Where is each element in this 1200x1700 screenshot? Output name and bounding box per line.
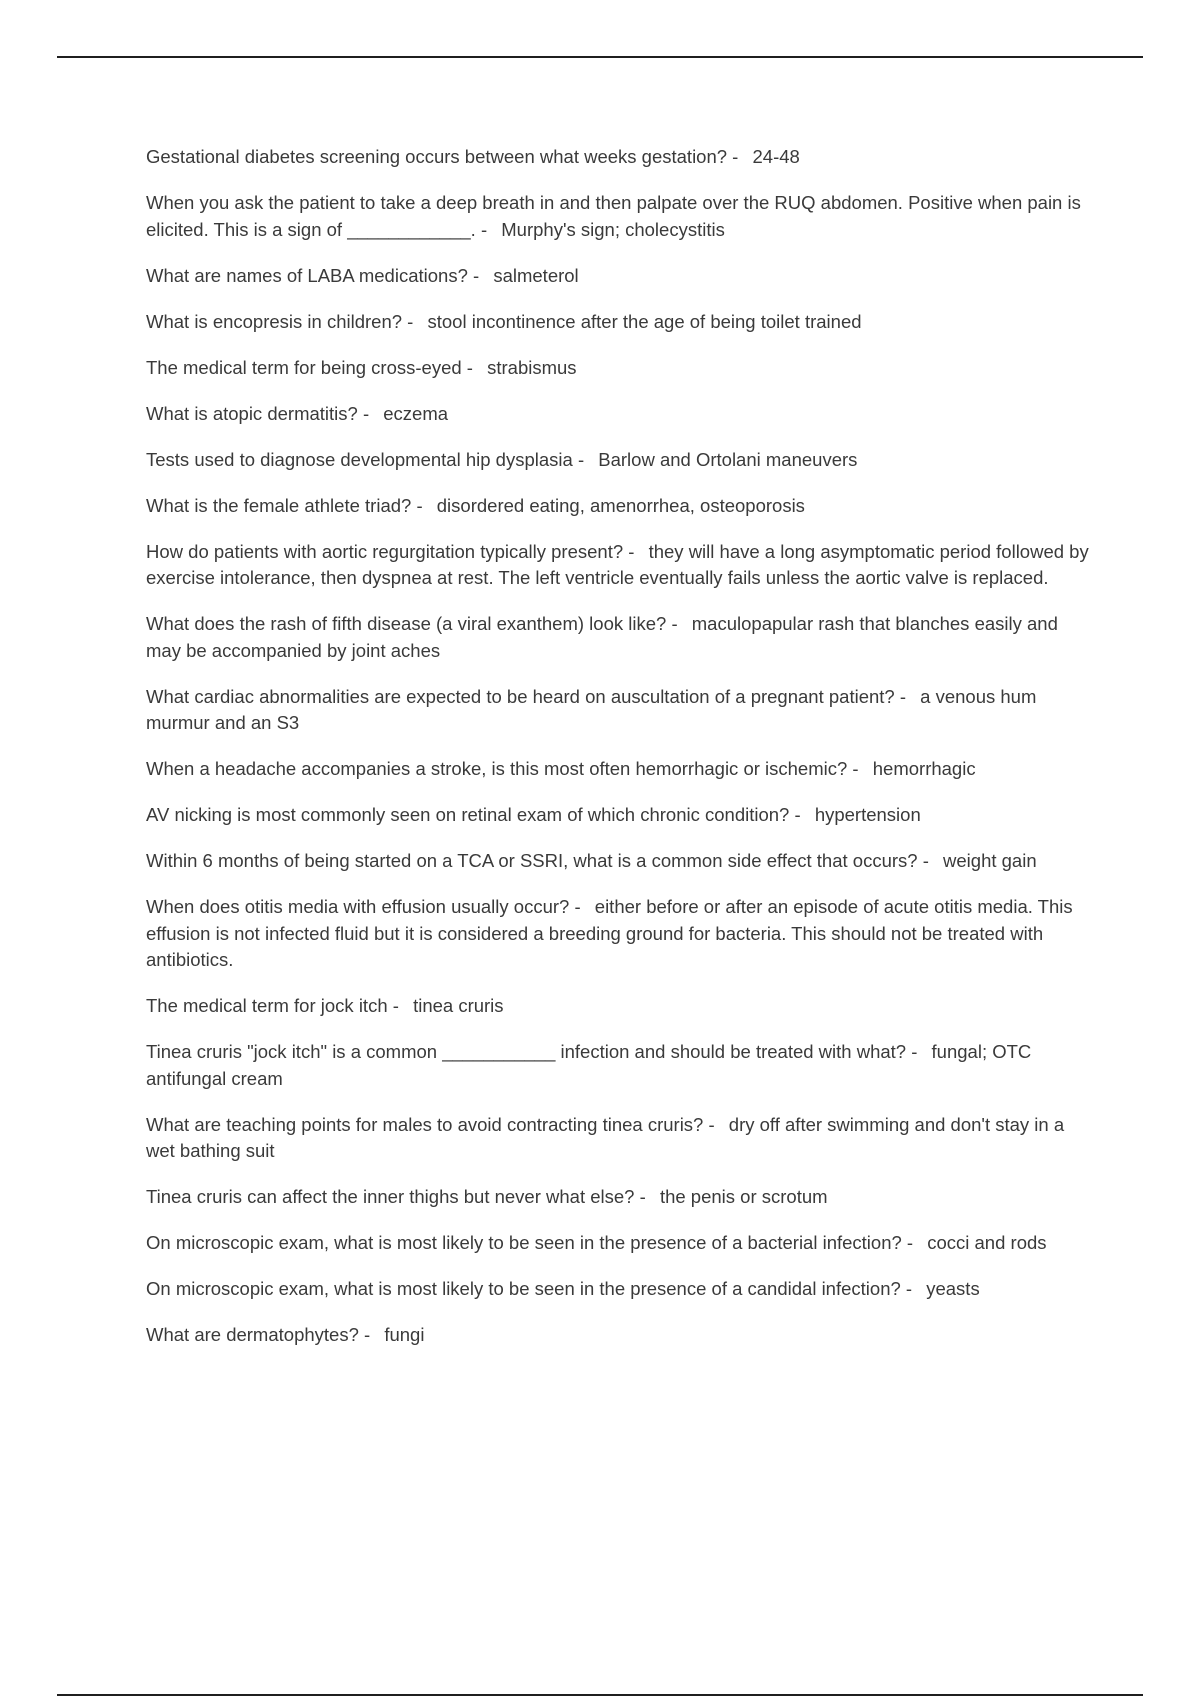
- question: The medical term for jock itch -: [146, 995, 404, 1016]
- qa-item: [146, 355, 1092, 382]
- question: On microscopic exam, what is most likely to be seen in the presence of a bacterial infection? -: [146, 1232, 918, 1253]
- answer: they will have a long asymptomatic period followed by exercise intolerance, then dyspnea at rest. The left ventricle eventually fails unless the aortic valve is replaced.: [146, 540, 1089, 588]
- answer: cocci and rods: [927, 1232, 1047, 1253]
- answer: fungi: [384, 1324, 425, 1345]
- answer: hypertension: [814, 804, 921, 825]
- answer: fungal; OTC antifungal cream: [146, 1041, 1032, 1089]
- answer: salmeterol: [493, 264, 579, 286]
- qa-item: [146, 493, 1092, 520]
- answer: strabismus: [487, 356, 577, 378]
- qa-item: [146, 1276, 1092, 1303]
- question: The medical term for being cross-eyed -: [146, 357, 478, 378]
- qa-item: [146, 802, 1092, 829]
- answer: weight gain: [943, 850, 1037, 871]
- question: What is the female athlete triad? -: [146, 495, 428, 516]
- answer: the penis or scrotum: [659, 1186, 828, 1207]
- qa-item: [146, 1184, 1092, 1211]
- footer-rule: [57, 1694, 1143, 1696]
- answer: Murphy's sign; cholecystitis: [501, 218, 725, 240]
- qa-item: [146, 263, 1092, 290]
- question: What are names of LABA medications? -: [146, 265, 484, 286]
- answer: maculopapular rash that blanches easily and may be accompanied by joint aches: [146, 613, 1058, 661]
- question: Gestational diabetes screening occurs between what weeks gestation? -: [146, 146, 744, 167]
- qa-item: [146, 539, 1092, 592]
- answer: eczema: [383, 402, 449, 424]
- answer: hemorrhagic: [872, 758, 976, 779]
- qa-item: [146, 993, 1092, 1020]
- answer: tinea cruris: [413, 995, 504, 1016]
- answer: yeasts: [926, 1278, 980, 1299]
- qa-item: [146, 190, 1092, 243]
- question: When does otitis media with effusion usually occur? -: [146, 896, 586, 917]
- header-rule: [57, 56, 1143, 58]
- question: What cardiac abnormalities are expected to be heard on auscultation of a pregnant patient? -: [146, 686, 911, 707]
- question: What are dermatophytes? -: [146, 1324, 375, 1345]
- question: What are teaching points for males to avoid contracting tinea cruris? -: [146, 1114, 720, 1135]
- qa-item: [146, 894, 1092, 974]
- qa-item: [146, 1039, 1092, 1092]
- qa-item: [146, 1230, 1092, 1257]
- answer: Barlow and Ortolani maneuvers: [598, 448, 858, 470]
- answer: 24-48: [752, 146, 800, 167]
- question: Tinea cruris can affect the inner thighs but never what else? -: [146, 1186, 651, 1207]
- question: When you ask the patient to take a deep breath in and then palpate over the RUQ abdomen. Positive when pain is elicited. This is a sign of ____________. -: [146, 192, 1081, 240]
- question: On microscopic exam, what is most likely to be seen in the presence of a candidal infection? -: [146, 1278, 917, 1299]
- qa-item: [146, 144, 1092, 171]
- question: How do patients with aortic regurgitation typically present? -: [146, 541, 640, 562]
- qa-item: [146, 1322, 1092, 1349]
- qa-item: [146, 756, 1092, 783]
- question: AV nicking is most commonly seen on retinal exam of which chronic condition? -: [146, 804, 806, 825]
- question: What is atopic dermatitis? -: [146, 403, 374, 424]
- question: What is encopresis in children? -: [146, 311, 419, 332]
- qa-item: [146, 1112, 1092, 1165]
- qa-item: [146, 309, 1092, 336]
- question: What does the rash of fifth disease (a viral exanthem) look like? -: [146, 613, 683, 634]
- answer: stool incontinence after the age of being toilet trained: [427, 310, 862, 332]
- qa-item: [146, 447, 1092, 474]
- answer: a venous hum murmur and an S3: [146, 685, 1037, 733]
- answer: dry off after swimming and don't stay in a wet bathing suit: [146, 1113, 1065, 1161]
- question: Within 6 months of being started on a TCA or SSRI, what is a common side effect that occurs? -: [146, 850, 934, 871]
- qa-item: [146, 848, 1092, 875]
- qa-list: [146, 144, 1092, 1368]
- question: Tinea cruris "jock itch" is a common ___________ infection and should be treated with what? -: [146, 1041, 923, 1062]
- qa-item: [146, 684, 1092, 737]
- question: Tests used to diagnose developmental hip dysplasia -: [146, 449, 589, 470]
- question: When a headache accompanies a stroke, is this most often hemorrhagic or ischemic? -: [146, 758, 864, 779]
- qa-item: [146, 611, 1092, 664]
- answer: either before or after an episode of acute otitis media. This effusion is not infected fluid but it is considered a breeding ground for bacteria. This should not be treated with antibiotics.: [146, 896, 1073, 970]
- answer: disordered eating, amenorrhea, osteoporosis: [436, 494, 805, 516]
- qa-item: [146, 401, 1092, 428]
